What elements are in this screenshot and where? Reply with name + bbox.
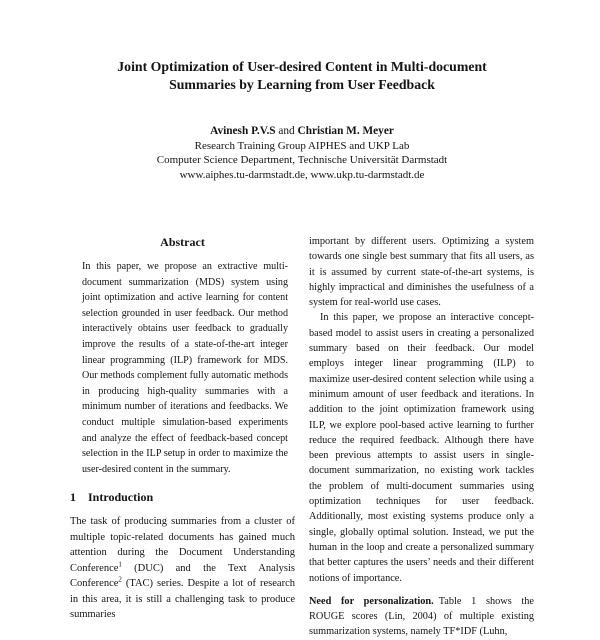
right-column-paragraph-1: important by different users. Optimizing a system towards one single best summary that fits all users, as it is assumed by current state-of-the-art systems, is highly impractical and diminishes the usefulness of a system for real-world use cases.	[309, 236, 534, 309]
intro-text-2: (DUC) and the Text Analysis Conference	[70, 562, 295, 590]
paper-title-line2: Summaries by Learning from User Feedback	[169, 77, 435, 92]
right-column	[309, 234, 534, 640]
paper-title-line1: Joint Optimization of User-desired Content in Multi-document	[117, 59, 487, 74]
footnote-marker-1: 1	[118, 560, 122, 569]
abstract-heading: Abstract	[160, 235, 205, 249]
abstract-text: In this paper, we propose an extractive multi-document summarization (MDS) system using joint optimization and active learning for content selection grounded in user feedback. Our method interactively obtains user feedback to gradually improve the results of a state-of-the-art integer linear programming (ILP) framework for MDS. Our methods complement fully automatic methods in producing high-quality summaries with a minimum number of iterations and feedbacks. We conduct multiple simulation-based experiments and analyze the effect of feedback-based concept selection in the ILP setup in order to maximize the user-desired content in the summary.	[82, 261, 288, 475]
two-column-body	[70, 234, 534, 640]
intro-text-3: (TAC) series. Despite a lot of research in this area, it is still a challenging task to produce summaries	[70, 578, 295, 621]
section-heading-introduction	[70, 489, 295, 505]
right-column-paragraph-2: In this paper, we propose an interactive concept-based model to assist users in creating a personalized summary based on their feedback. Our model employs integer linear programming (ILP) to maximize user-desired content selection while using a minimum amount of user feedback and iterations. In addition to the joint optimization framework using ILP, we explore pool-based active learning to further reduce the required feedback. Although there have been previous attempts to assist users in single-document summarization, no existing work tackles the problem of multi-document summaries using optimization techniques for user feedback. Additionally, most existing systems produce only a single, globally optimal solution. Instead, we put the human in the loop and create a personalized summary that better captures the users’ needs and their different notions of importance.	[309, 312, 534, 584]
right-column-paragraph-3	[309, 594, 534, 640]
author-conjunction: and	[278, 125, 295, 137]
section-number: 1	[70, 490, 76, 505]
affiliation-line-1: Research Training Group AIPHES and UKP Lab	[194, 139, 410, 152]
paragraph-run-in-heading: Need for personalization.	[309, 595, 434, 607]
intro-text-1: The task of producing summaries from a cluster of multiple topic-related documents has gained much attention during the Document Understanding Conference	[70, 516, 295, 574]
footnote-marker-2: 2	[118, 575, 122, 584]
paper-title	[70, 58, 534, 94]
author-names	[70, 124, 534, 139]
paragraph-run-in-body: Table 1 shows the ROUGE scores (Lin, 2004) of multiple existing summarization systems, namely TF*IDF (Luhn,	[309, 595, 534, 638]
left-column	[70, 234, 295, 623]
author-block	[70, 124, 534, 182]
author-name-2: Christian M. Meyer	[297, 125, 394, 137]
affiliation-line-2: Computer Science Department, Technische Universität Darmstadt	[156, 154, 448, 166]
introduction-paragraph	[70, 514, 295, 623]
section-title: Introduction	[88, 490, 154, 505]
author-name-1: Avinesh P.V.S	[210, 125, 276, 137]
affiliation-urls: www.aiphes.tu-darmstadt.de, www.ukp.tu-darmstadt.de	[179, 168, 425, 181]
